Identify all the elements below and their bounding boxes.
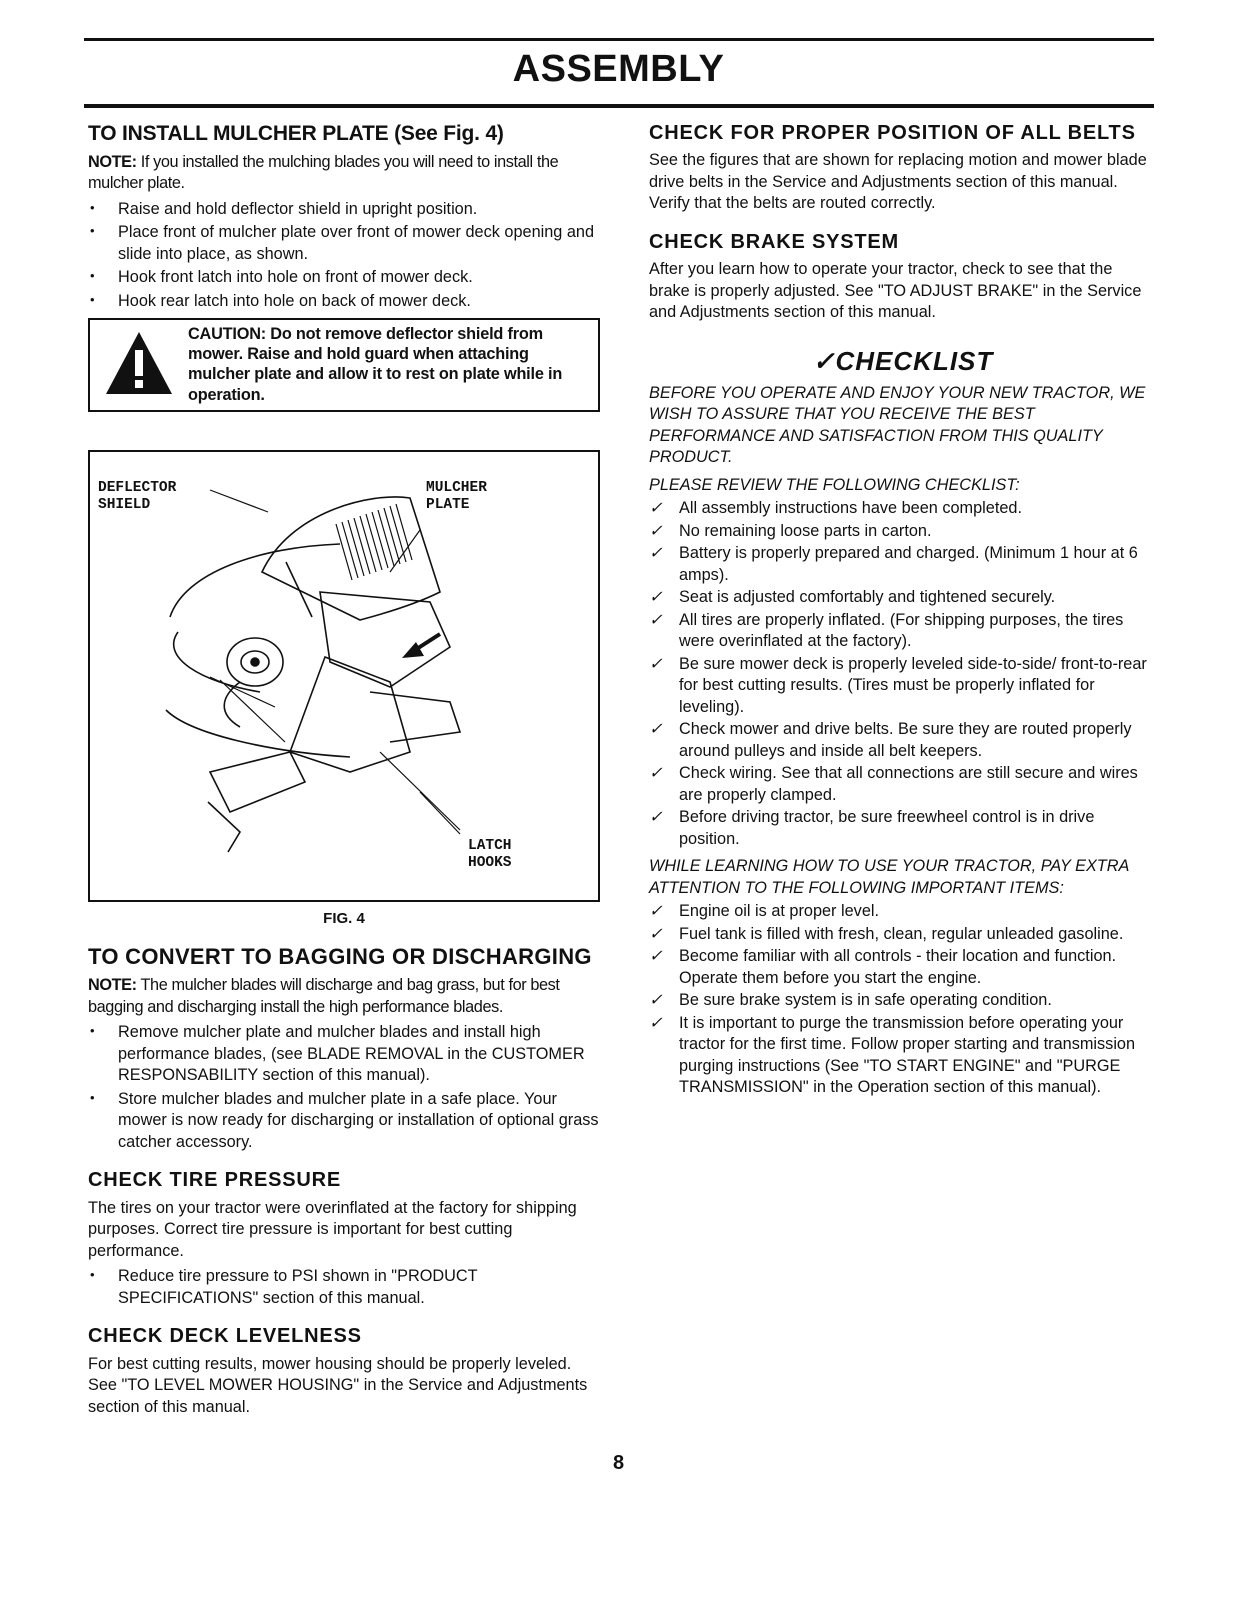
checklist (649, 498, 1157, 850)
note (88, 152, 600, 195)
note-text: If you installed the mulching blades you will need to install the mulcher plate. (88, 152, 559, 193)
checklist-item: ✓ All assembly instructions have been completed. (649, 498, 1157, 520)
checklist-item: ✓ All tires are properly inflated. (For shipping purposes, the tires were overinflated at the factory). (649, 610, 1157, 653)
section-heading: CHECK FOR PROPER POSITION OF ALL BELTS (649, 122, 1136, 144)
list-item: • Raise and hold deflector shield in upright position. (88, 199, 600, 221)
checklist-intro: BEFORE YOU OPERATE AND ENJOY YOUR NEW TRACTOR, WE WISH TO ASSURE THAT YOU RECEIVE THE BEST PERFORMANCE AND SATISFACTION FROM THIS QUALITY PRODUCT. (649, 383, 1146, 467)
warning-triangle-icon (104, 330, 174, 396)
checklist-item: ✓ Battery is properly prepared and charged. (Minimum 1 hour at 6 amps). (649, 543, 1157, 586)
note-label: NOTE: (88, 976, 137, 995)
note-text: The mulcher blades will discharge and bag grass, but for best bagging and discharging install the high performance blades. (88, 976, 560, 1016)
label-deflector-shield: DEFLECTOR SHIELD (98, 479, 177, 514)
list-item: • Hook front latch into hole on front of mower deck. (88, 267, 600, 289)
section-heading: TO INSTALL MULCHER PLATE (See Fig. 4) (88, 122, 504, 145)
section-check-brake (649, 231, 1157, 324)
title-underline (84, 104, 1154, 108)
section-text: After you learn how to operate your tractor, check to see that the brake is properly adjusted. See "TO ADJUST BRAKE" in the Service and Adjustments section of this manual. (649, 260, 1142, 322)
checklist-item: ✓ Be sure mower deck is properly leveled side-to-side/ front-to-rear for best cutting results. (Tires must be properly inflated for leveling). (649, 654, 1157, 719)
section-convert-bagging (88, 945, 600, 1154)
label-mulcher-plate: MULCHER PLATE (426, 479, 487, 514)
page-title: ASSEMBLY (512, 48, 725, 90)
steps-list (88, 1022, 600, 1153)
section-check-tire-pressure (88, 1169, 600, 1309)
checklist-item: ✓ Become familiar with all controls - their location and function. Operate them before you start the engine. (649, 946, 1157, 989)
section-check-belts (649, 122, 1157, 215)
checklist-review: PLEASE REVIEW THE FOLLOWING CHECKLIST: (649, 475, 1020, 494)
checklist-title: ✓CHECKLIST (812, 345, 994, 376)
label-latch-hooks: LATCH HOOKS (468, 837, 512, 872)
checklist-item: ✓ Be sure brake system is in safe operating condition. (649, 990, 1157, 1012)
mulcher-plate-illustration (90, 452, 598, 900)
figure-4 (88, 450, 600, 902)
checklist-item: ✓ It is important to purge the transmission before operating your tractor for the first time. Follow proper starting and transmission purging instructions (See "TO START ENGINE" and "PURGE TRANSMISSION" in the Operation section of this manual). (649, 1013, 1157, 1099)
section-heading: CHECK BRAKE SYSTEM (649, 230, 899, 253)
checklist-item: ✓ Fuel tank is filled with fresh, clean, regular unleaded gasoline. (649, 924, 1157, 946)
list-item: • Remove mulcher plate and mulcher blades and install high performance blades, (see BLADE REMOVAL in the CUSTOMER RESPONSABILITY section of this manual). (88, 1022, 600, 1087)
caution-box (88, 318, 600, 412)
section-text: The tires on your tractor were overinflated at the factory for shipping purposes. Correct tire pressure is important for best cutting performance. (88, 1198, 577, 1260)
arrow-icon (402, 634, 440, 658)
page-number: 8 (612, 1452, 625, 1474)
list-item: • Reduce tire pressure to PSI shown in "PRODUCT SPECIFICATIONS" section of this manual. (88, 1266, 600, 1309)
checklist-item: ✓ Engine oil is at proper level. (649, 901, 1157, 923)
checklist-item: ✓ Seat is adjusted comfortably and tightened securely. (649, 587, 1157, 609)
section-heading: TO CONVERT TO BAGGING OR DISCHARGING (88, 943, 592, 969)
top-rule (84, 38, 1154, 41)
section-heading: CHECK DECK LEVELNESS (88, 1325, 362, 1348)
section-text: For best cutting results, mower housing should be properly leveled. See "TO LEVEL MOWER HOUSING" in the Service and Adjustments section of this manual. (88, 1354, 588, 1416)
section-install-mulcher-plate (88, 122, 600, 412)
section-check-deck-levelness (88, 1325, 600, 1418)
list-item: • Hook rear latch into hole on back of mower deck. (88, 291, 600, 313)
steps-list (88, 1266, 600, 1309)
note-label: NOTE: (88, 152, 137, 171)
list-item: • Store mulcher blades and mulcher plate in a safe place. Your mower is now ready for discharging or installation of optional grass catcher accessory. (88, 1089, 600, 1154)
checklist-learning: WHILE LEARNING HOW TO USE YOUR TRACTOR, PAY EXTRA ATTENTION TO THE FOLLOWING IMPORTANT ITEMS: (649, 857, 1129, 897)
checklist-important (649, 901, 1157, 1099)
section-checklist (649, 383, 1157, 1099)
left-column (88, 122, 600, 1418)
checklist-item: ✓ Check mower and drive belts. Be sure they are routed properly around pulleys and inside all belt keepers. (649, 719, 1157, 762)
checklist-item: ✓ Check wiring. See that all connections are still secure and wires are properly clamped. (649, 763, 1157, 806)
figure-caption: FIG. 4 (323, 909, 365, 927)
section-text: See the figures that are shown for replacing motion and mower blade drive belts in the Service and Adjustments section of this manual. Verify that the belts are routed correctly. (649, 151, 1147, 213)
list-item: • Place front of mulcher plate over front of mower deck opening and slide into place, as shown. (88, 222, 600, 265)
note (88, 975, 600, 1018)
right-column (649, 122, 1157, 1100)
checklist-item: ✓ No remaining loose parts in carton. (649, 521, 1157, 543)
caution-text: CAUTION: Do not remove deflector shield from mower. Raise and hold guard when attaching mulcher plate and allow it to rest on plate while in operation. (188, 325, 563, 404)
steps-list (88, 199, 600, 313)
section-heading: CHECK TIRE PRESSURE (88, 1169, 342, 1192)
checklist-item: ✓ Before driving tractor, be sure freewheel control is in drive position. (649, 807, 1157, 850)
